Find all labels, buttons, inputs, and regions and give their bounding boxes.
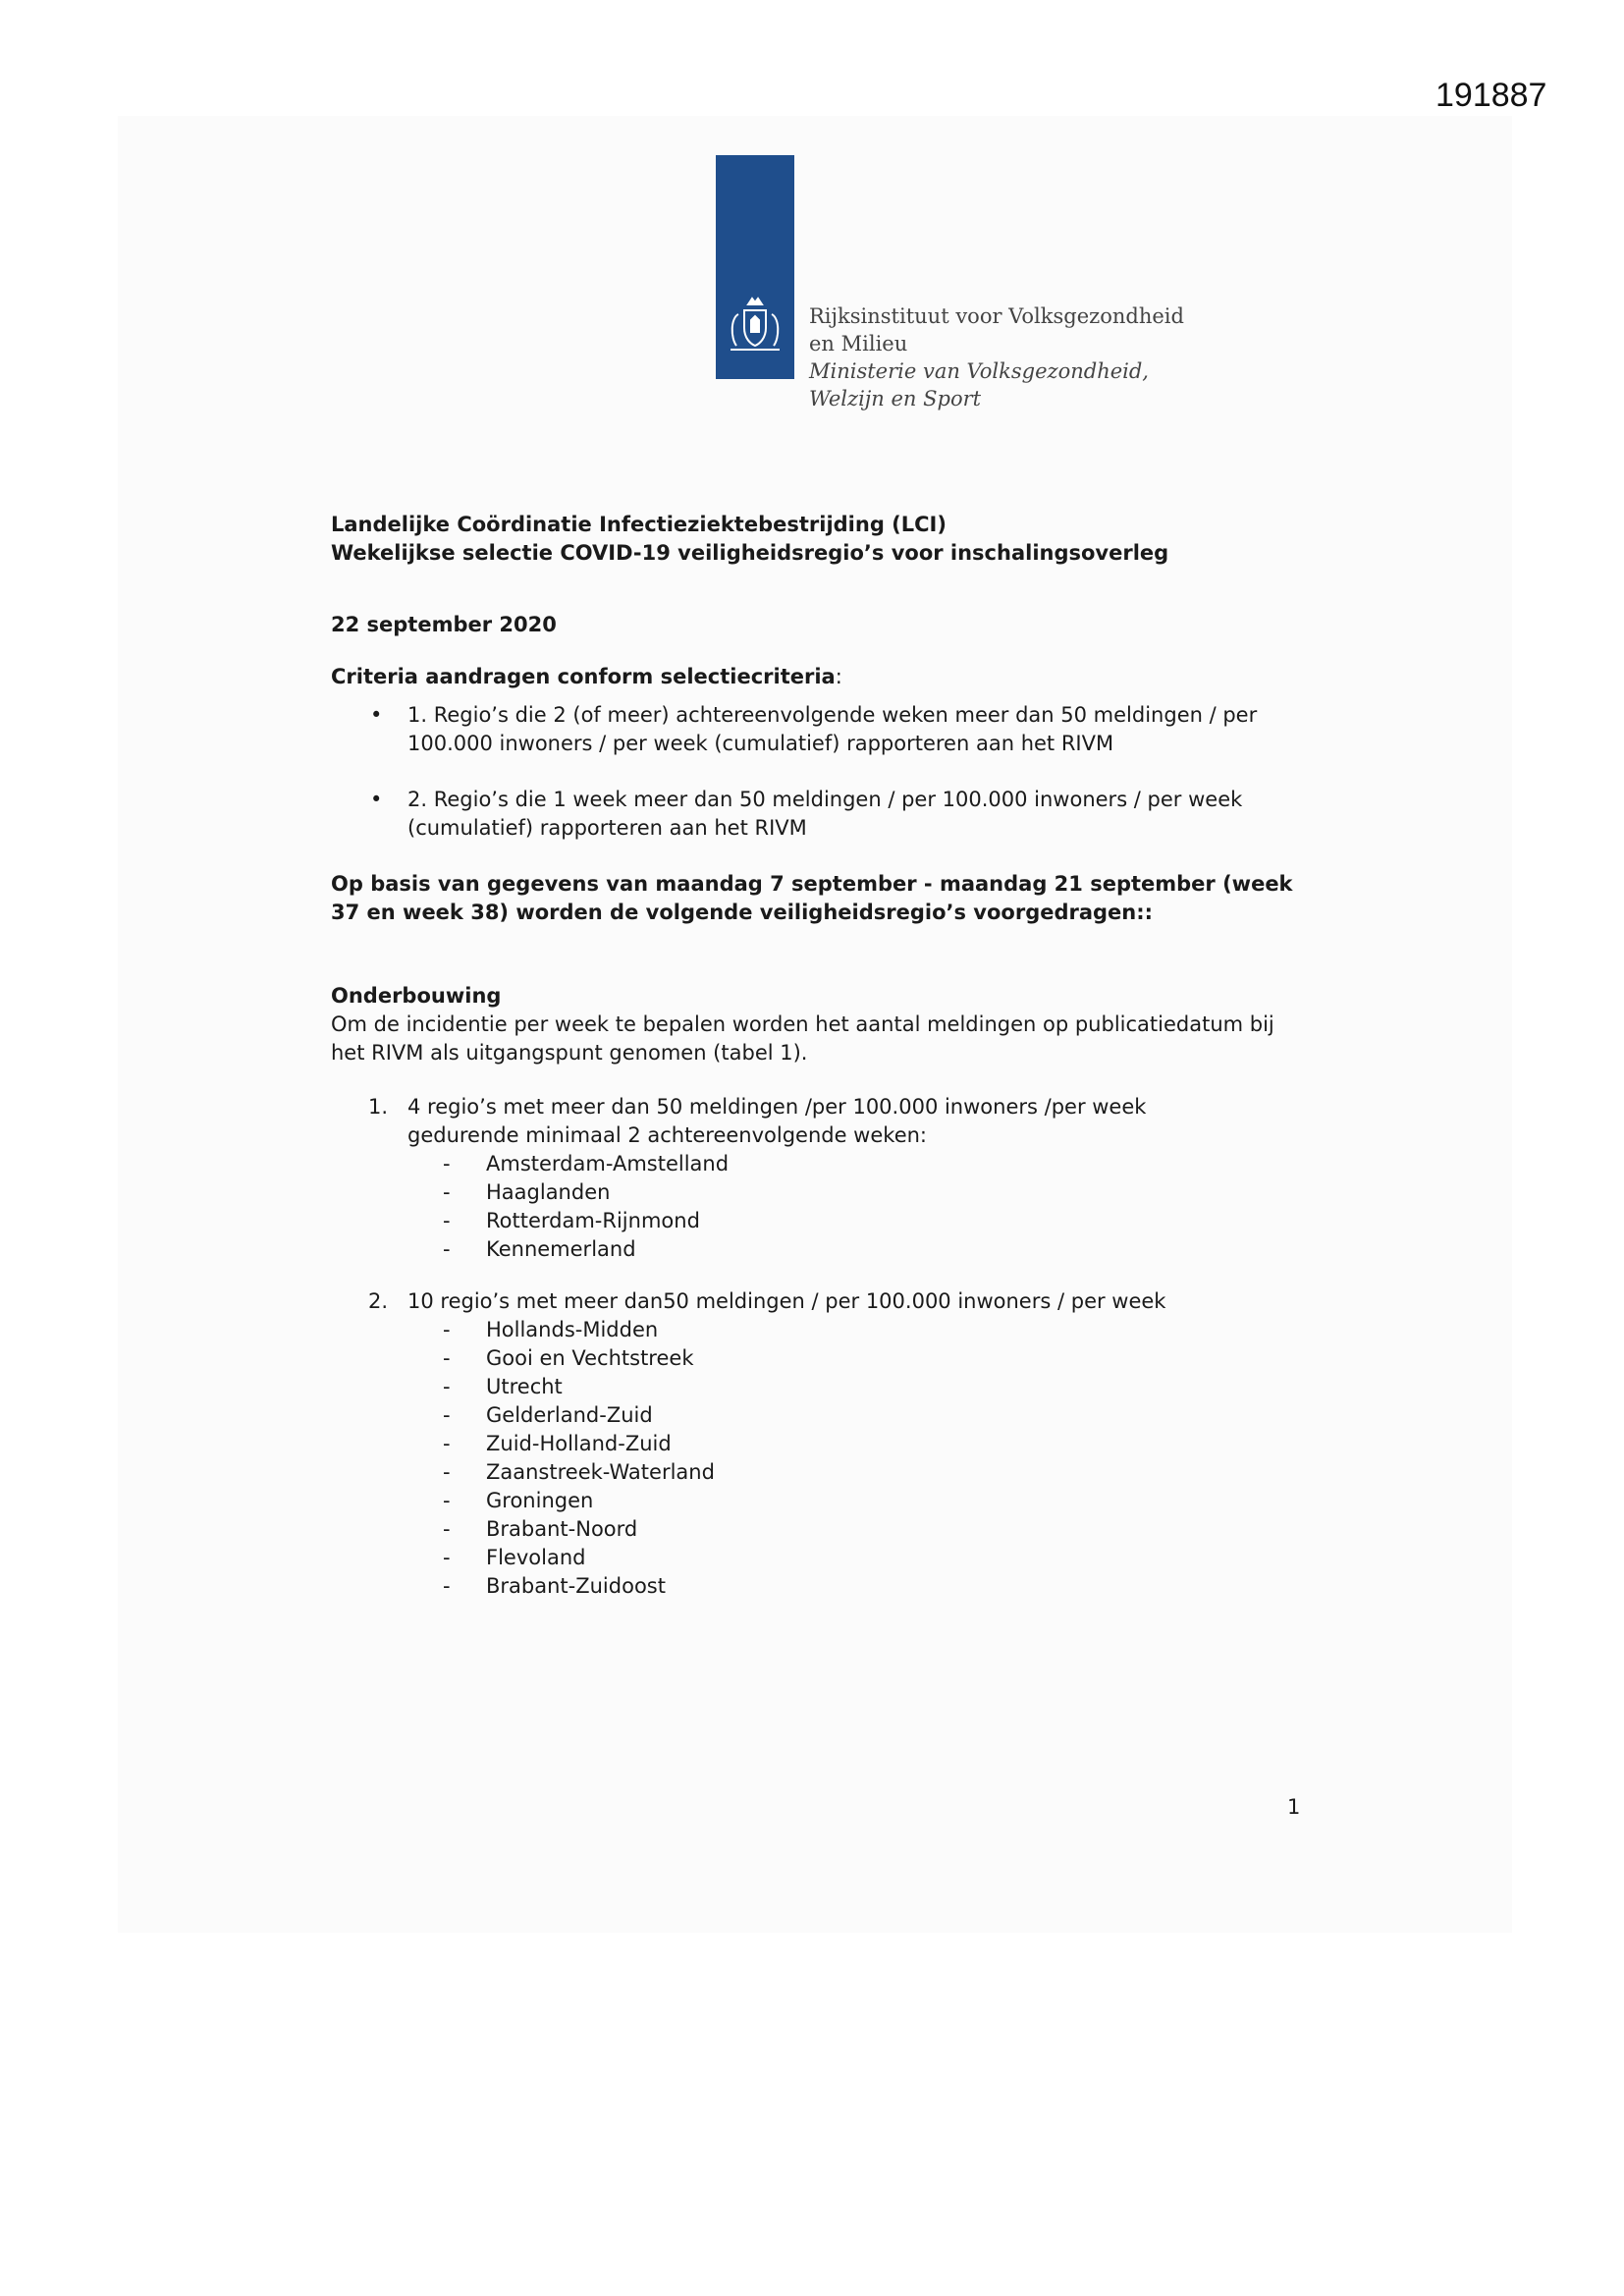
region-list [407,1316,1313,1601]
criteria-item [331,701,1313,758]
region-group-text: 4 regio’s met meer dan 50 meldingen /per 100.000 inwoners /per week gedurende minimaal 2 achtereenvolgende weken: [407,1095,1147,1147]
logo-line-3: Ministerie van Volksgezondheid, [809,359,1149,383]
rijksoverheid-logo-bar [716,155,794,379]
region-item: - Zaanstreek-Waterland [443,1460,715,1484]
region-group-number: 1. [368,1095,389,1119]
region-list [407,1150,1313,1264]
region-item: - Brabant-Zuidoost [443,1574,666,1598]
region-item: - Gooi en Vechtstreek [443,1346,694,1370]
region-group [331,1093,1313,1264]
criteria-item-text: 1. Regio’s die 2 (of meer) achtereenvolgende weken meer dan 50 meldingen / per 100.000 inwoners / per week (cumulatief) rapporteren aan het RIVM [407,703,1258,755]
document-id: 191887 [1435,77,1547,114]
region-item: - Rotterdam-Rijnmond [443,1209,700,1232]
criteria-heading-text: Criteria aandragen conform selectiecriteria [331,665,836,688]
bullet-icon: • [370,703,383,727]
region-item: - Kennemerland [443,1237,636,1261]
region-lists [331,1093,1313,1601]
document-body [331,511,1313,1624]
title-line-1: Landelijke Coördinatie Infectieziektebestrijding (LCI) [331,513,947,536]
bullet-icon: • [370,788,383,811]
onderbouwing-text: Om de incidentie per week te bepalen worden het aantal meldingen op publicatiedatum bij het RIVM als uitgangspunt genomen (tabel 1). [331,1012,1274,1065]
region-item: - Gelderland-Zuid [443,1403,653,1427]
criteria-heading-colon: : [835,665,842,688]
region-group-number: 2. [368,1289,389,1313]
logo-line-4: Welzijn en Sport [809,387,982,410]
region-group [331,1287,1313,1601]
document-title [331,511,1313,568]
region-item: - Hollands-Midden [443,1318,659,1341]
criteria-heading [331,663,1313,691]
logo-wordmark [809,302,1184,412]
region-item: - Utrecht [443,1375,563,1398]
document-date: 22 september 2020 [331,613,557,636]
region-item: - Flevoland [443,1546,586,1569]
page-number: 1 [1287,1795,1301,1819]
region-item: - Amsterdam-Amstelland [443,1152,730,1175]
criteria-item [331,786,1313,843]
title-line-2: Wekelijkse selectie COVID-19 veiligheidsregio’s voor inschalingsoverleg [331,541,1169,565]
coat-of-arms-icon [723,295,787,359]
region-item: - Brabant-Noord [443,1517,638,1541]
region-item: - Groningen [443,1489,594,1512]
region-item: - Haaglanden [443,1180,611,1204]
criteria-item-text: 2. Regio’s die 1 week meer dan 50 meldingen / per 100.000 inwoners / per week (cumulatief) rapporteren aan het RIVM [407,788,1243,840]
criteria-list [331,701,1313,843]
basis-statement: Op basis van gegevens van maandag 7 september - maandag 21 september (week 37 en week 38) worden de volgende veiligheidsregio’s voorgedragen:: [331,872,1293,924]
region-group-text: 10 regio’s met meer dan50 meldingen / per 100.000 inwoners / per week [407,1289,1166,1313]
logo-line-2: en Milieu [809,332,908,355]
logo-line-1: Rijksinstituut voor Volksgezondheid [809,304,1184,328]
onderbouwing-heading: Onderbouwing [331,984,502,1008]
region-item: - Zuid-Holland-Zuid [443,1432,672,1455]
